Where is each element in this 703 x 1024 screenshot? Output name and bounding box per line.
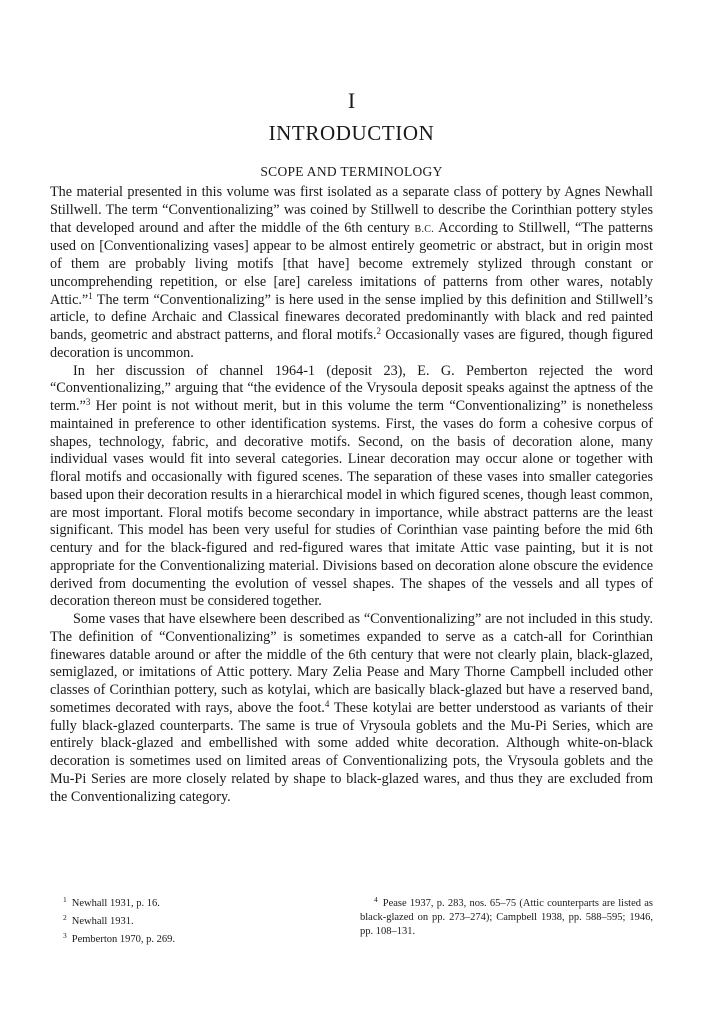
paragraph-text: According to Stillwell, “The patterns used on [Conventionalizing vases] appear to be almost entirely geometric or abstract, but in origin most of them are probably living motifs [that have] become extremely stylized through constant or uncomprehending repetition, or else [are] careless imitations of patterns from other wares, notably Attic.” bbox=[50, 219, 653, 308]
footnote-text: Pease 1937, p. 283, nos. 65–75 (Attic counterparts are listed as black-glazed on pp. 273–274); Campbell 1938, pp. 588–595; 1946, pp. 108–131. bbox=[360, 898, 653, 937]
paragraph-text: Occasionally vases are figured, though figured decoration is uncommon. bbox=[50, 327, 653, 361]
paragraph-3 bbox=[50, 611, 653, 806]
footnote-3 bbox=[63, 929, 323, 947]
footnote-4 bbox=[360, 893, 653, 939]
era-abbreviation: B.C. bbox=[414, 223, 435, 235]
section-title: SCOPE AND TERMINOLOGY bbox=[260, 164, 443, 179]
chapter-title: INTRODUCTION bbox=[268, 121, 435, 145]
footnote-number: 2 bbox=[63, 913, 67, 922]
footnote-number: 3 bbox=[63, 931, 67, 940]
chapter-number: I bbox=[347, 88, 356, 113]
document-page bbox=[50, 0, 653, 1024]
paragraph-text: In her discussion of channel 1964-1 (deposit 23), E. G. Pemberton rejected the word “Conventionalizing,” arguing that “the evidence of the Vrysoula deposit speaks against the aptness of the term.” bbox=[50, 362, 653, 414]
footnote-ref-3[interactable]: 3 bbox=[85, 397, 91, 407]
paragraph-text: These kotylai are better understood as variants of their fully black-glazed counterparts. The same is true of Vrysoula goblets and the Mu-Pi Series, which are entirely black-glazed and embellished with some added white decoration. Although white-on-black decoration is sometimes used on limited areas of Conventionalizing pots, the Vrysoula goblets and the Mu-Pi Series are more closely related by shape to black-glazed wares, and thus they are excluded from the Conventionalizing category. bbox=[50, 699, 653, 805]
footnote-text: Newhall 1931, p. 16. bbox=[71, 898, 160, 909]
paragraph-1 bbox=[50, 184, 653, 363]
paragraph-text: The term “Conventionalizing” is here used in the sense implied by this definition and Stillwell’s article, to define Archaic and Classical finewares decorated predominantly with black and red painted bands, geometric and abstract patterns, and floral motifs. bbox=[50, 291, 653, 343]
footnote-text: Pemberton 1970, p. 269. bbox=[71, 934, 175, 945]
footnote-1 bbox=[63, 893, 323, 911]
paragraph-text: Her point is not without merit, but in this volume the term “Conventionalizing” is nonetheless maintained in preference to other identification systems. First, the vases do form a cohesive corpus of shapes, technology, fabric, and decorative motifs. Second, on the basis of decoration alone, many individual vases would fit into several categories. Linear decoration may occur alone or together with floral motifs and occasionally with figured scenes. The separation of these vases into smaller categories based upon their decoration results in a hierarchical model in which figured scenes, though least common, are most important. Floral motifs become secondary in importance, while abstract patterns are the least significant. This model has been very useful for studies of Corinthian vase painting before the mid 6th century and for the black-figured and red-figured wares that imitate Attic vase painting, but it is not appropriate for the Conventionalizing material. Divisions based on decoration alone obscure the evidence derived from documenting the evolution of vessel shapes. The shapes of the vessels and all types of decoration thereon must be considered together. bbox=[50, 398, 653, 610]
body-text bbox=[50, 184, 653, 806]
footnote-text: Newhall 1931. bbox=[71, 916, 134, 927]
footnote-ref-1[interactable]: 1 bbox=[88, 290, 93, 301]
footnote-number: 1 bbox=[63, 895, 67, 904]
footnotes-left-column bbox=[63, 893, 323, 947]
footnote-2 bbox=[63, 911, 323, 929]
footnote-ref-4[interactable]: 4 bbox=[324, 698, 330, 709]
footnotes-right-column bbox=[360, 893, 653, 939]
paragraph-2 bbox=[50, 363, 653, 612]
paragraph-text: Some vases that have elsewhere been described as “Conventionalizing” are not included in this study. The definition of “Conventionalizing” is sometimes expanded to serve as a catch-all for Corinthian finewares datable around or after the middle of the 6th century that were not clearly plain, black-glazed, semiglazed, or imitations of Attic pottery. Mary Zelia Pease and Mary Thorne Campbell included other classes of Corinthian pottery, such as kotylai, which are basically black-glazed but have a reserved band, sometimes decorated with rays, above the foot. bbox=[50, 611, 653, 716]
footnote-ref-2[interactable]: 2 bbox=[376, 326, 382, 336]
paragraph-text: The material presented in this volume was first isolated as a separate class of pottery by Agnes Newhall Stillwell. The term “Conventionalizing” was coined by Stillwell to describe the Corinthian pottery styles that developed around and after the middle of the 6th century bbox=[50, 184, 653, 236]
footnote-number: 4 bbox=[374, 895, 378, 904]
